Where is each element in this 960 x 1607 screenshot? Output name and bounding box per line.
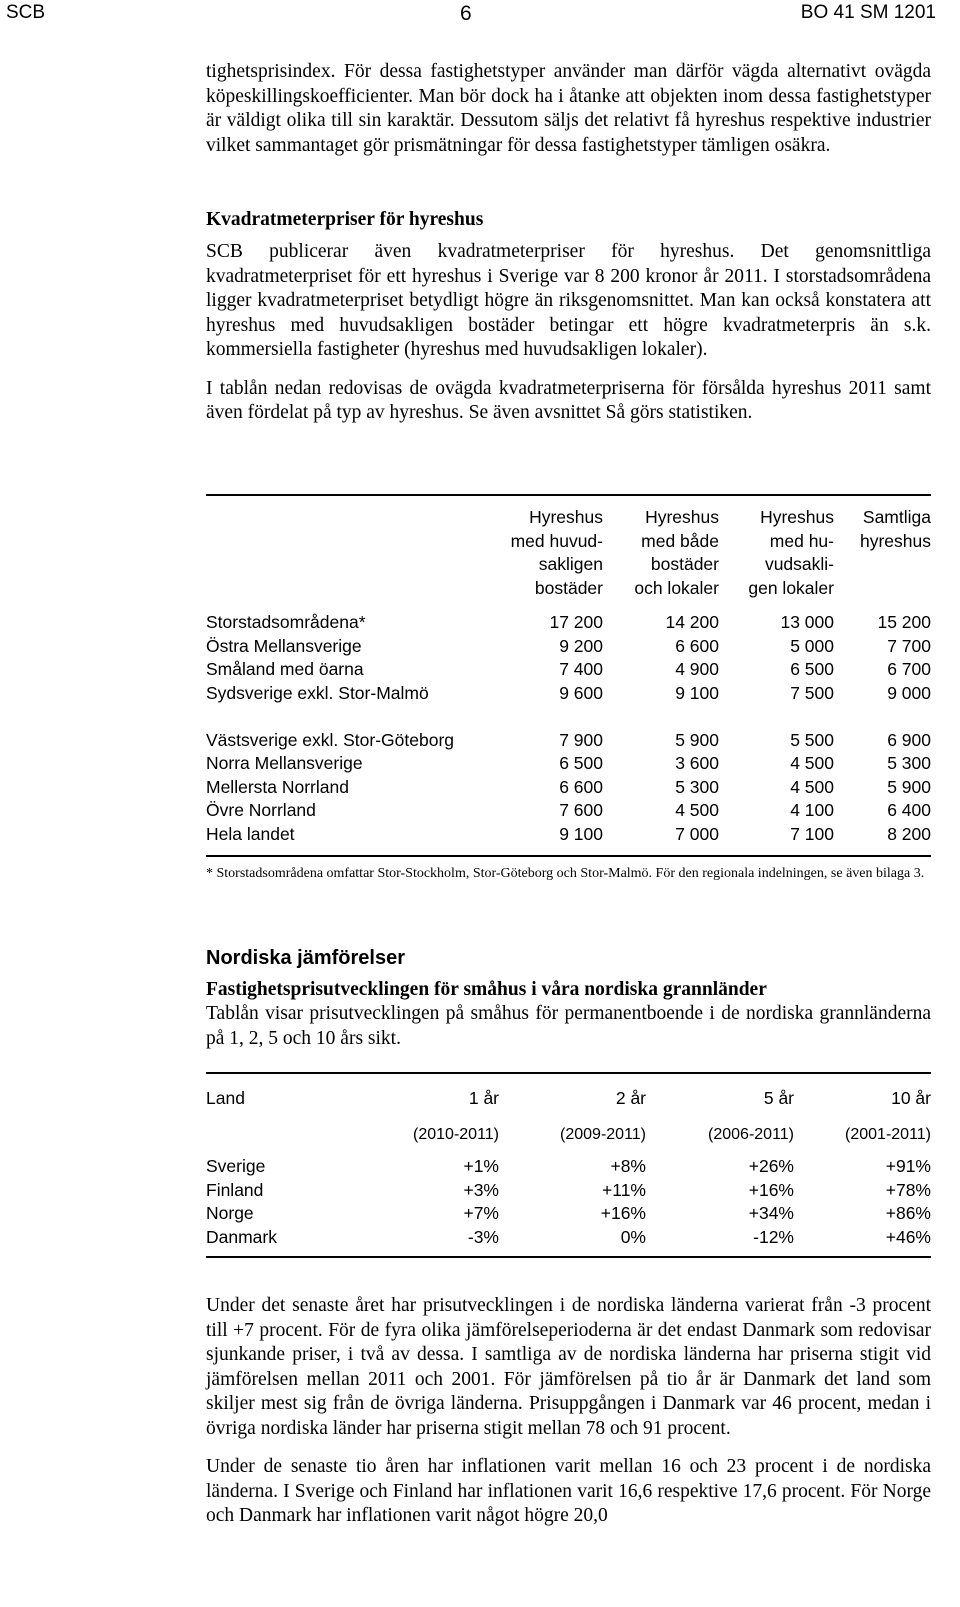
value-cell: 9 200 — [559, 635, 603, 656]
table-row — [206, 682, 931, 706]
kvm-paragraph-1: SCB publicerar även kvadratmeterpriser för hyreshus. Det genomsnittliga kvadratmeterpriset för ett hyreshus i Sverige var 8 200 kronor år 2011. I storstadsområdena ligger kvadratmeterpriset betydligt högre än riksgenomsnittet. Man kan också konstatera att hyreshus med huvudsakligen bostäder betingar ett högre kvadratmeterpris än s.k. kommersiella fastigheter (hyreshus med huvudsakligen lokaler). — [206, 241, 931, 360]
kvm-paragraph-2: I tablån nedan redovisas de ovägda kvadratmeterpriserna för försålda hyreshus 2011 samt även fördelat på typ av hyreshus. Se även avsnittet Så görs statistiken. — [206, 377, 931, 423]
value-cell: +78% — [885, 1179, 931, 1200]
value-cell: 5 500 — [790, 729, 834, 750]
value-cell: 13 000 — [780, 612, 834, 632]
region-cell: Norra Mellansverige — [206, 753, 363, 773]
value-cell: +11% — [602, 1179, 646, 1200]
value-cell: +16% — [748, 1179, 794, 1200]
value-cell: +16% — [600, 1203, 646, 1224]
value-cell: 5 900 — [675, 729, 719, 750]
value-cell: +8% — [610, 1156, 646, 1177]
value-cell: 5 900 — [887, 776, 931, 797]
value-cell: 5 300 — [675, 776, 719, 797]
table1-col-header: Hyreshus med huvud- sakligen bostäder — [510, 507, 603, 598]
value-cell: 7 400 — [559, 659, 603, 679]
table1-body — [206, 601, 931, 846]
table2-period: (2009-2011) — [560, 1126, 646, 1143]
country-cell: Finland — [206, 1179, 264, 1200]
table2-header-row — [206, 1082, 931, 1115]
region-cell: Hela landet — [206, 823, 295, 844]
table-row — [206, 1155, 931, 1179]
value-cell: 9 100 — [559, 823, 603, 844]
closing-section — [206, 1294, 931, 1529]
table-kvm-prices — [206, 506, 931, 846]
table-row — [206, 1179, 931, 1203]
value-cell: 6 700 — [887, 659, 931, 679]
table-row — [206, 658, 931, 682]
value-cell: 6 500 — [790, 659, 834, 679]
region-cell: Östra Mellansverige — [206, 635, 362, 656]
table1-col-header: Hyreshus med hu- vudsakli- gen lokaler — [748, 507, 834, 598]
table1-col-header: Hyreshus med både bostäder och lokaler — [634, 507, 719, 598]
table1-bottom-rule — [206, 855, 931, 857]
table-row — [206, 776, 931, 800]
value-cell: 4 100 — [790, 800, 834, 820]
page-number: 6 — [460, 2, 472, 25]
header-series: BO 41 SM 1201 — [800, 2, 936, 23]
region-cell: Storstadsområdena* — [206, 612, 366, 632]
value-cell: 7 600 — [559, 800, 603, 820]
table2-top-rule — [206, 1072, 931, 1074]
value-cell: 7 900 — [559, 729, 603, 750]
table-row — [206, 752, 931, 776]
kvm-heading: Kvadratmeterpriser för hyreshus — [206, 209, 484, 230]
intro-paragraph: tighetsprisindex. För dessa fastighetstyper använder man därför vägda alternativt ovägda köpeskillingskoefficienter. Man bör dock ha i åtanke att objekten inom dessa fastighetstyper är väldigt olika till sin karaktär. Dessutom säljs det relativt få hyreshus respektive industrier vilket sammantaget gör prismätningar för dessa fastighetstyper tämligen osäkra. — [206, 61, 931, 156]
table2-period-row — [206, 1115, 931, 1155]
value-cell: 6 500 — [559, 753, 603, 773]
table2-col-header: 5 år — [763, 1088, 794, 1108]
value-cell: 9 600 — [559, 682, 603, 703]
value-cell: 7 000 — [675, 823, 719, 844]
table1-footnote: * Storstadsområdena omfattar Stor-Stockholm, Stor-Göteborg och Stor-Malmö. För den regionala indelningen, se även bilaga 3. — [206, 866, 925, 881]
value-cell: +86% — [885, 1203, 931, 1224]
value-cell: 0% — [620, 1226, 646, 1247]
value-cell: 5 300 — [887, 753, 931, 773]
table-row — [206, 799, 931, 823]
value-cell: 7 700 — [887, 635, 931, 656]
kvm-section — [206, 208, 931, 426]
table2-col-header: 2 år — [615, 1088, 646, 1108]
country-cell: Danmark — [206, 1226, 277, 1247]
region-cell: Västsverige exkl. Stor-Göteborg — [206, 729, 455, 750]
country-cell: Norge — [206, 1203, 254, 1224]
region-cell: Övre Norrland — [206, 800, 316, 820]
table-row — [206, 611, 931, 635]
table2-period: (2010-2011) — [413, 1126, 499, 1143]
country-cell: Sverige — [206, 1156, 266, 1177]
table2-col-header: 10 år — [891, 1088, 931, 1108]
header-publisher: SCB — [6, 2, 46, 23]
closing-paragraph-2: Under de senaste tio åren har inflationen varit mellan 16 och 23 procent i de nordiska länderna. I Sverige och Finland har inflationen varit 16,6 respektive 17,6 procent. För Norge och Danmark har inflationen varit något högre 20,0 — [206, 1456, 931, 1526]
table2-land-label: Land — [206, 1088, 245, 1108]
value-cell: -3% — [467, 1226, 499, 1247]
table1-top-rule — [206, 494, 931, 496]
value-cell: -12% — [753, 1226, 794, 1247]
value-cell: 4 500 — [790, 776, 834, 797]
table2-body — [206, 1155, 931, 1249]
value-cell: 6 600 — [559, 776, 603, 797]
value-cell: +91% — [885, 1156, 931, 1177]
value-cell: 9 000 — [887, 682, 931, 703]
table-row — [206, 635, 931, 659]
nordic-heading: Nordiska jämförelser — [206, 947, 405, 969]
region-cell: Småland med öarna — [206, 659, 364, 679]
value-cell: 5 000 — [790, 635, 834, 656]
value-cell: 7 100 — [790, 823, 834, 844]
value-cell: +34% — [748, 1203, 794, 1224]
value-cell: 4 500 — [675, 800, 719, 820]
table-row — [206, 823, 931, 847]
table2-bottom-rule — [206, 1256, 931, 1258]
table2-col-header: 1 år — [468, 1088, 499, 1108]
intro-block — [206, 60, 931, 158]
value-cell: 9 100 — [675, 682, 719, 703]
table-row — [206, 1202, 931, 1226]
table1-header-row — [206, 506, 931, 601]
value-cell: +1% — [463, 1156, 499, 1177]
table-row — [206, 705, 931, 752]
value-cell: +7% — [463, 1203, 499, 1224]
table1-col-header: Samtliga hyreshus — [859, 507, 931, 551]
table-row — [206, 1226, 931, 1250]
nordic-subheading: Fastighetsprisutvecklingen för småhus i våra nordiska grannländer — [206, 979, 767, 1000]
value-cell: +3% — [463, 1179, 499, 1200]
nordic-section — [206, 947, 931, 1051]
table-nordic-prices — [206, 1082, 931, 1249]
value-cell: 6 400 — [887, 800, 931, 820]
region-cell: Mellersta Norrland — [206, 776, 349, 797]
page-header — [0, 2, 960, 32]
region-cell: Sydsverige exkl. Stor-Malmö — [206, 682, 429, 703]
value-cell: 4 900 — [675, 659, 719, 679]
value-cell: 14 200 — [665, 612, 719, 632]
value-cell: 6 900 — [887, 729, 931, 750]
value-cell: 15 200 — [877, 612, 931, 632]
value-cell: 4 500 — [790, 753, 834, 773]
nordic-paragraph: Tablån visar prisutvecklingen på småhus för permanentboende i de nordiska grannländerna på 1, 2, 5 och 10 års sikt. — [206, 1003, 931, 1049]
table2-period: (2001-2011) — [845, 1126, 931, 1143]
value-cell: 3 600 — [675, 753, 719, 773]
value-cell: +46% — [885, 1226, 931, 1247]
value-cell: +26% — [748, 1156, 794, 1177]
value-cell: 7 500 — [790, 682, 834, 703]
value-cell: 17 200 — [549, 612, 603, 632]
table2-period: (2006-2011) — [708, 1126, 794, 1143]
value-cell: 8 200 — [887, 823, 931, 844]
value-cell: 6 600 — [675, 635, 719, 656]
closing-paragraph-1: Under det senaste året har prisutvecklingen i de nordiska länderna varierat från -3 procent till +7 procent. För de fyra olika jämförelseperioderna är det endast Danmark som redovisar sjunkande priser, i två av dessa. I samtliga av de nordiska länderna har priserna stigit vid jämförelsen mellan 2011 och 2001. För jämförelsen på tio år är Danmark det land som skiljer mest sig från de övriga länderna. Prisuppgången i Danmark var 46 procent, medan i övriga nordiska länder har priserna stigit mellan 78 och 91 procent. — [206, 1295, 931, 1439]
